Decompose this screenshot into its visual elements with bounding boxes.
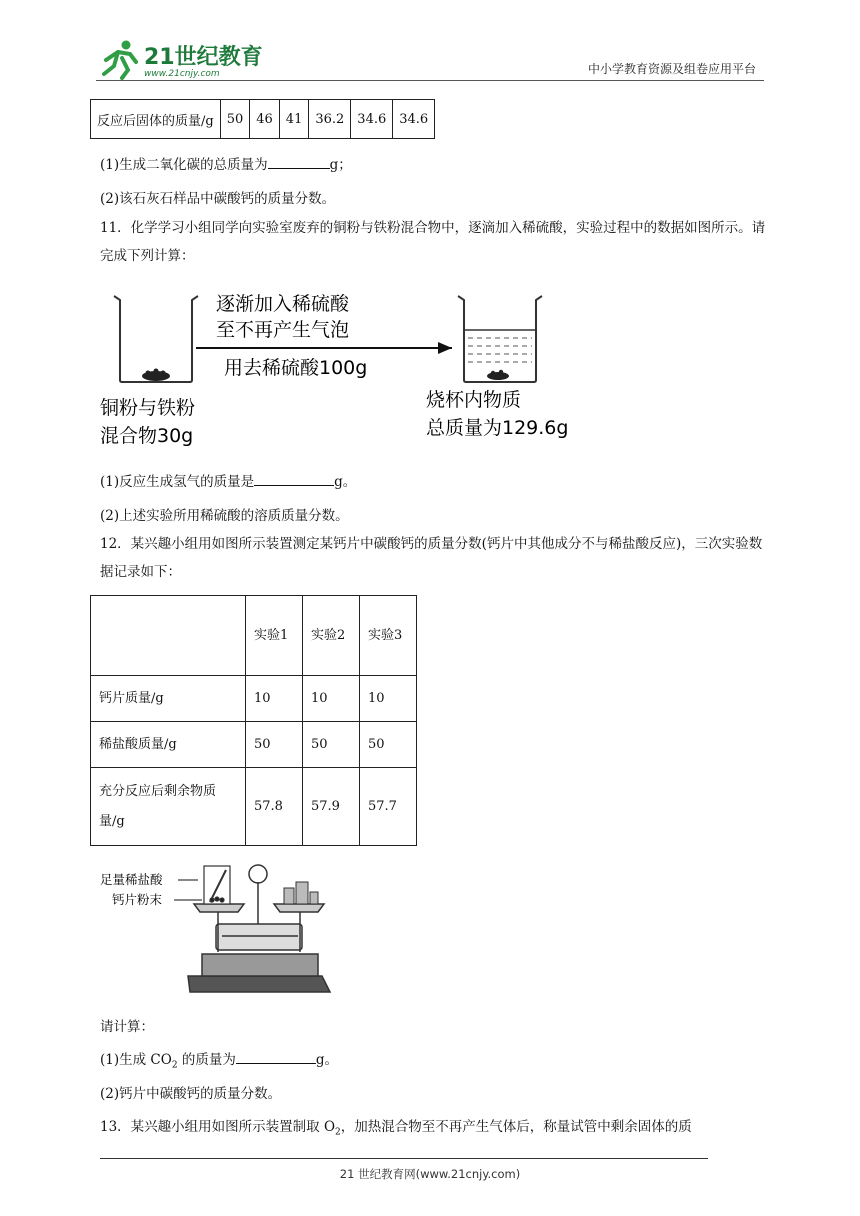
experiment-table [90, 595, 417, 846]
q11-stem: 11．化学学习小组同学向实验室废弃的铜粉与铁粉混合物中，逐滴加入稀硫酸，实验过程中的数据如图所示。请完成下列计算： [100, 220, 766, 264]
q12-part2: (2)钙片中碳酸钙的质量分数。 [100, 1086, 282, 1102]
table-row [91, 596, 417, 676]
svg-text:足量稀盐酸: 足量稀盐酸 [100, 872, 163, 887]
q10-part1: (1)生成二氧化碳的总质量为 g； [100, 157, 352, 173]
arrow-head-icon [438, 342, 452, 354]
beaker-small-icon [204, 866, 230, 904]
q11-part1: (1)反应生成氢气的质量是 g。 [100, 474, 357, 490]
runner-icon [104, 41, 136, 79]
svg-text:21世纪教育: 21世纪教育 [144, 45, 263, 70]
q13-stem: 13．某兴趣小组用如图所示装置制取 $O_2$，加热混合物至不再产生气体后，称量试管中剩余固体的质 [100, 1119, 692, 1138]
balance-figure [98, 852, 338, 1000]
table-cell: 57.9 [303, 768, 360, 846]
table-cell: 10 [360, 676, 417, 722]
svg-text:总质量为129.6g: 总质量为129.6g [426, 417, 569, 439]
table-header-cell: 实验1 [246, 596, 303, 676]
answer-blank[interactable] [236, 1051, 316, 1064]
table-row [91, 100, 435, 139]
footer-divider [100, 1158, 708, 1159]
table-header-cell: 实验3 [360, 596, 417, 676]
svg-text:混合物30g: 混合物30g [100, 425, 194, 447]
table-cell: 50 [360, 722, 417, 768]
table-cell: 36.2 [309, 100, 351, 139]
table-cell: 10 [303, 676, 360, 722]
table-cell: 34.6 [393, 100, 435, 139]
svg-text:www.21cnjy.com: www.21cnjy.com [144, 69, 220, 79]
table-header-cell [91, 596, 246, 676]
table-cell: 57.8 [246, 768, 303, 846]
table-cell: 50 [246, 722, 303, 768]
row-label: 钙片质量/g [91, 676, 246, 722]
q11-figure [100, 286, 600, 452]
table-row [91, 722, 417, 768]
table-cell: 41 [279, 100, 309, 139]
site-logo [96, 36, 266, 80]
table-cell: 10 [246, 676, 303, 722]
header-divider [96, 80, 764, 81]
svg-text:用去稀硫酸100g: 用去稀硫酸100g [224, 357, 368, 379]
table-cell: 57.7 [360, 768, 417, 846]
table-cell: 50 [220, 100, 250, 139]
svg-text:钙片粉末: 钙片粉末 [112, 892, 163, 907]
table-cell: 34.6 [351, 100, 393, 139]
liquid-icon [464, 330, 536, 380]
svg-text:烧杯内物质: 烧杯内物质 [426, 389, 522, 411]
row-label: 充分反应后剩余物质量/g [91, 768, 246, 846]
svg-text:至不再产生气泡: 至不再产生气泡 [216, 319, 350, 341]
row-label: 反应后固体的质量/g [91, 100, 221, 139]
svg-text:逐渐加入稀硫酸: 逐渐加入稀硫酸 [216, 293, 350, 315]
q10-part2: (2)该石灰石样品中碳酸钙的质量分数。 [100, 191, 336, 207]
answer-blank[interactable] [254, 473, 334, 486]
calc-prompt: 请计算： [100, 1019, 154, 1035]
q12-part1: (1)生成 $CO_2$ 的质量为 g。 [100, 1052, 338, 1071]
q11-part2: (2)上述实验所用稀硫酸的溶质质量分数。 [100, 508, 349, 524]
table-row [91, 768, 417, 846]
table-cell: 46 [250, 100, 280, 139]
beaker-right-icon [458, 296, 542, 382]
table-row [91, 676, 417, 722]
solid-mass-table [90, 99, 435, 139]
answer-blank[interactable] [268, 156, 330, 169]
powder-pile-icon [142, 369, 170, 382]
q12-stem: 12．某兴趣小组用如图所示装置测定某钙片中碳酸钙的质量分数(钙片中其他成分不与稀盐酸反应)，三次实验数据记录如下： [100, 536, 763, 580]
row-label: 稀盐酸质量/g [91, 722, 246, 768]
table-header-cell: 实验2 [303, 596, 360, 676]
svg-text:铜粉与铁粉: 铜粉与铁粉 [100, 397, 196, 419]
footer-text: 21 世纪教育网(www.21cnjy.com) [339, 1167, 521, 1181]
weights-icon [284, 882, 318, 904]
table-cell: 50 [303, 722, 360, 768]
platform-tagline: 中小学教育资源及组卷应用平台 [587, 62, 756, 76]
